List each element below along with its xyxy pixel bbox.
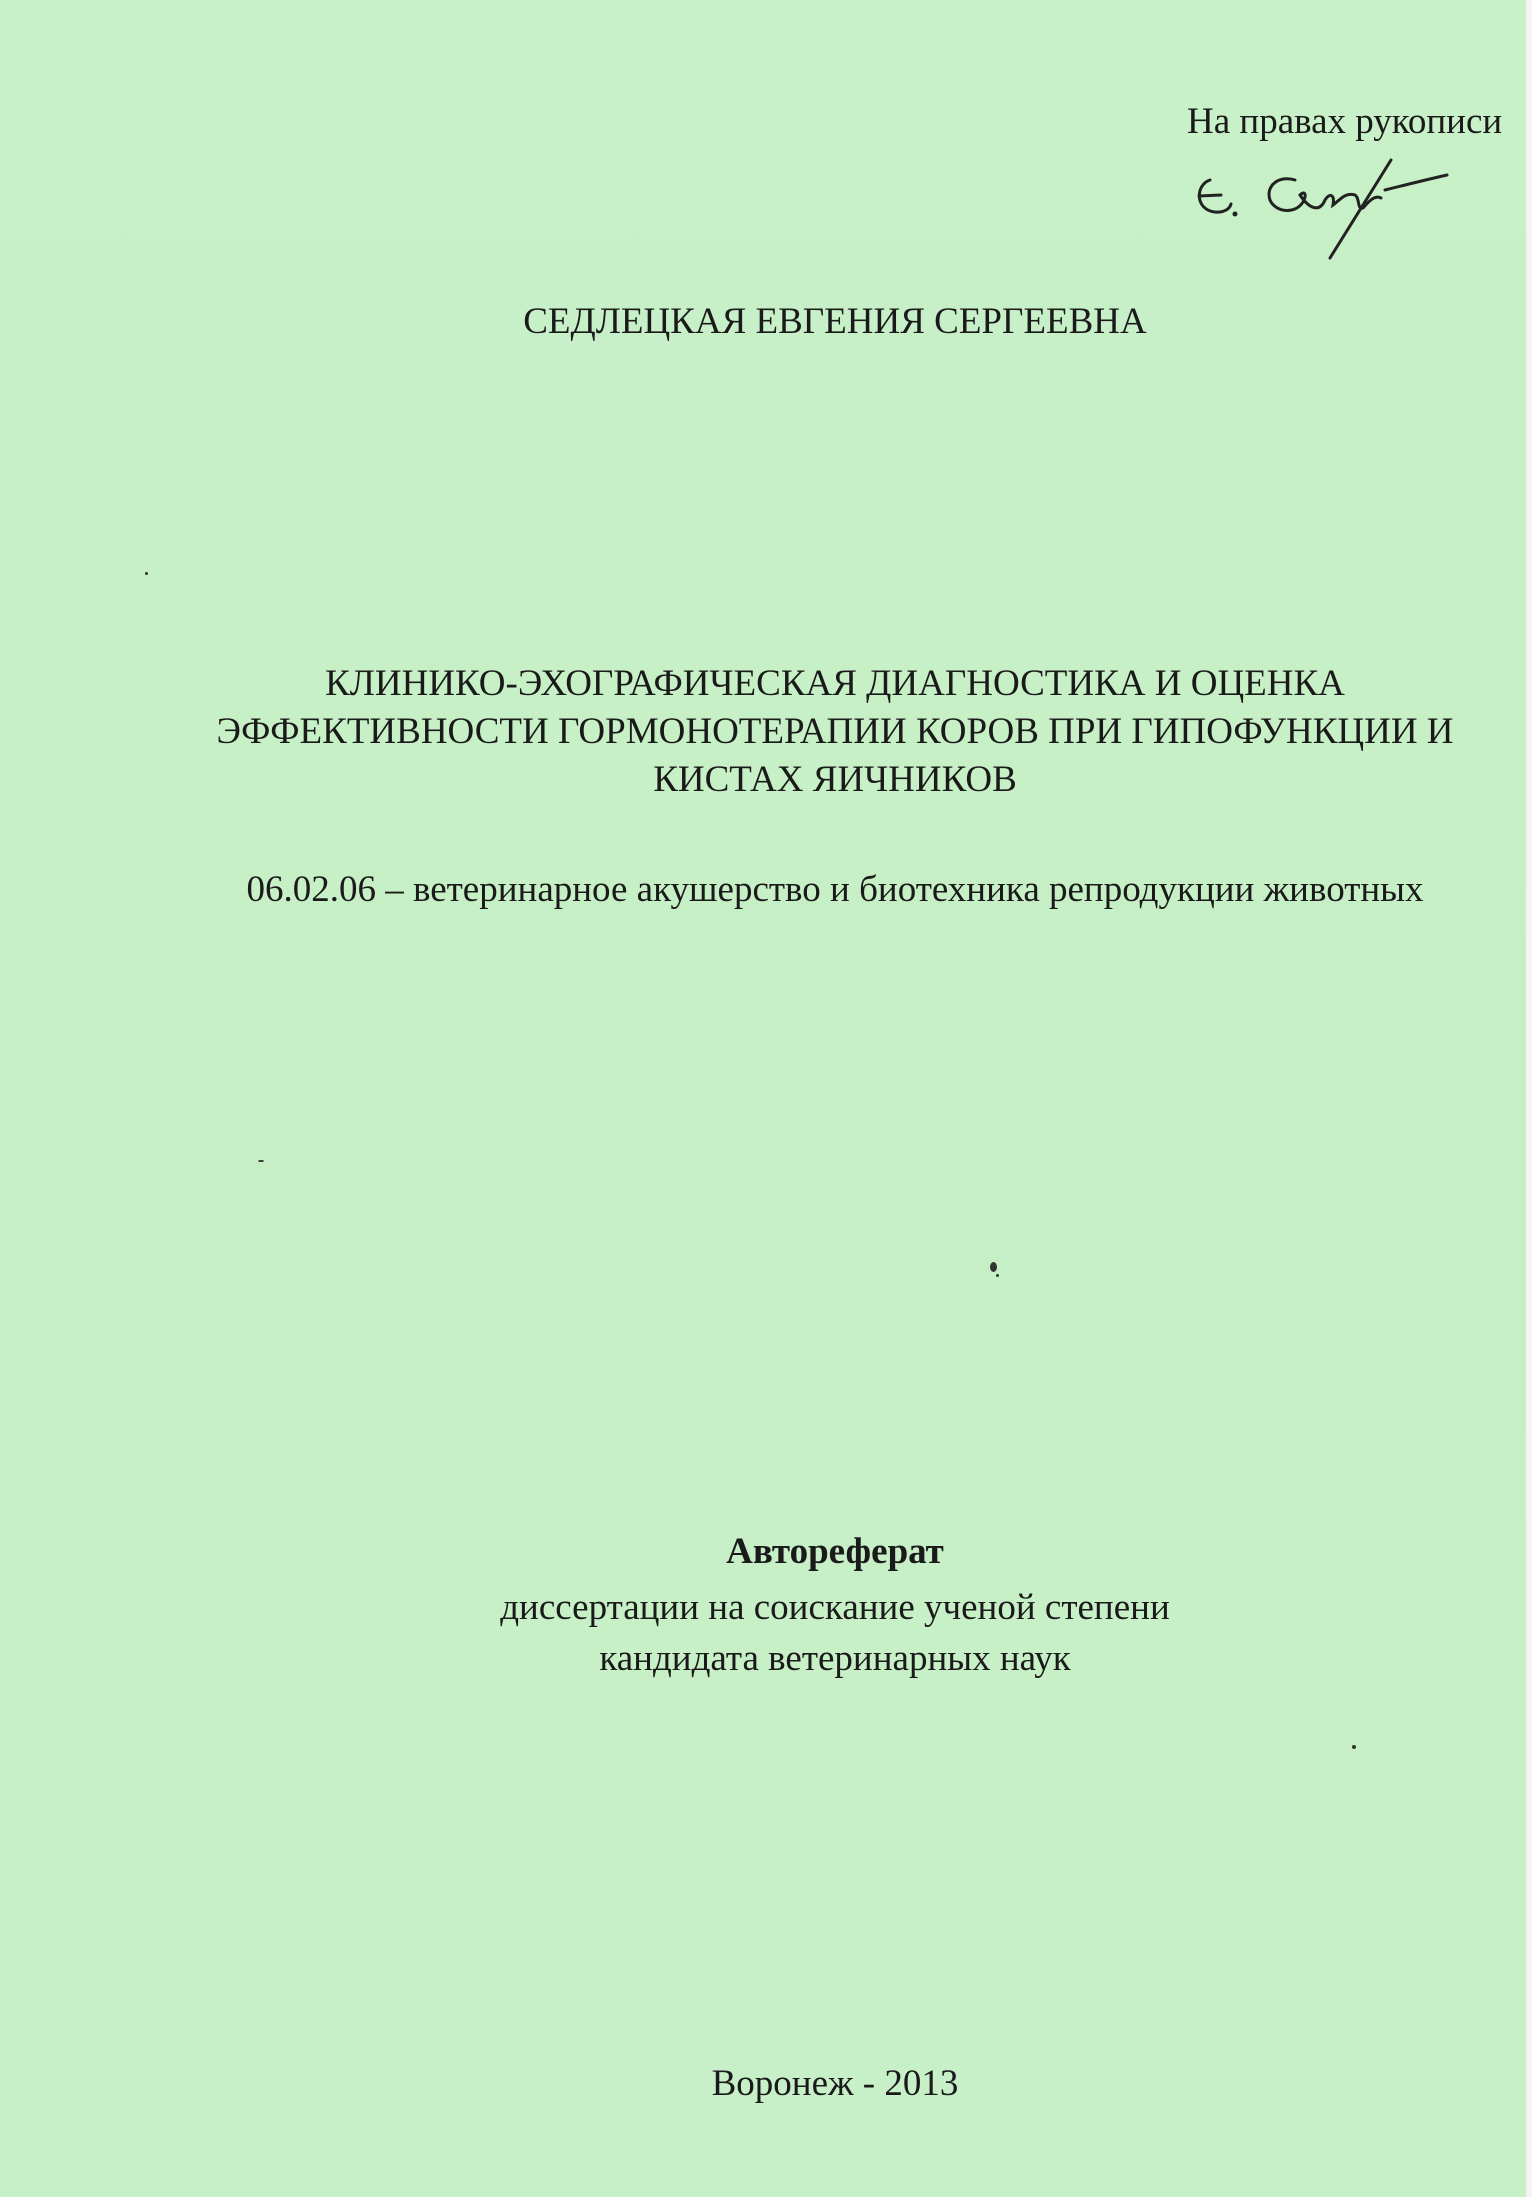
scan-speck [145, 572, 148, 575]
purpose-line: кандидата ветеринарных наук [599, 1638, 1071, 1679]
scan-speck [258, 1160, 264, 1162]
dissertation-title [0, 660, 1532, 804]
title-line: ЭФФЕКТИВНОСТИ ГОРМОНОТЕРАПИИ КОРОВ ПРИ ГИПОФУНКЦИИ И [216, 711, 1454, 752]
handwritten-signature [1185, 140, 1465, 260]
specialty-code: 06.02.06 – ветеринарное акушерство и биотехника репродукции животных [246, 869, 1424, 910]
degree-purpose [0, 1582, 1532, 1684]
title-line: КИСТАХ ЯИЧНИКОВ [653, 759, 1017, 800]
purpose-line: диссертации на соискание ученой степени [500, 1587, 1170, 1628]
scan-speck [1352, 1745, 1356, 1749]
rights-notice: На правах рукописи [1187, 101, 1503, 142]
document-type: Автореферат [726, 1531, 944, 1572]
author-name: СЕДЛЕЦКАЯ ЕВГЕНИЯ СЕРГЕЕВНА [523, 301, 1147, 342]
scan-speck [996, 1274, 999, 1277]
title-line: КЛИНИКО-ЭХОГРАФИЧЕСКАЯ ДИАГНОСТИКА И ОЦЕНКА [325, 663, 1345, 704]
place-year: Воронеж - 2013 [711, 2063, 959, 2104]
scan-speck [990, 1262, 997, 1272]
